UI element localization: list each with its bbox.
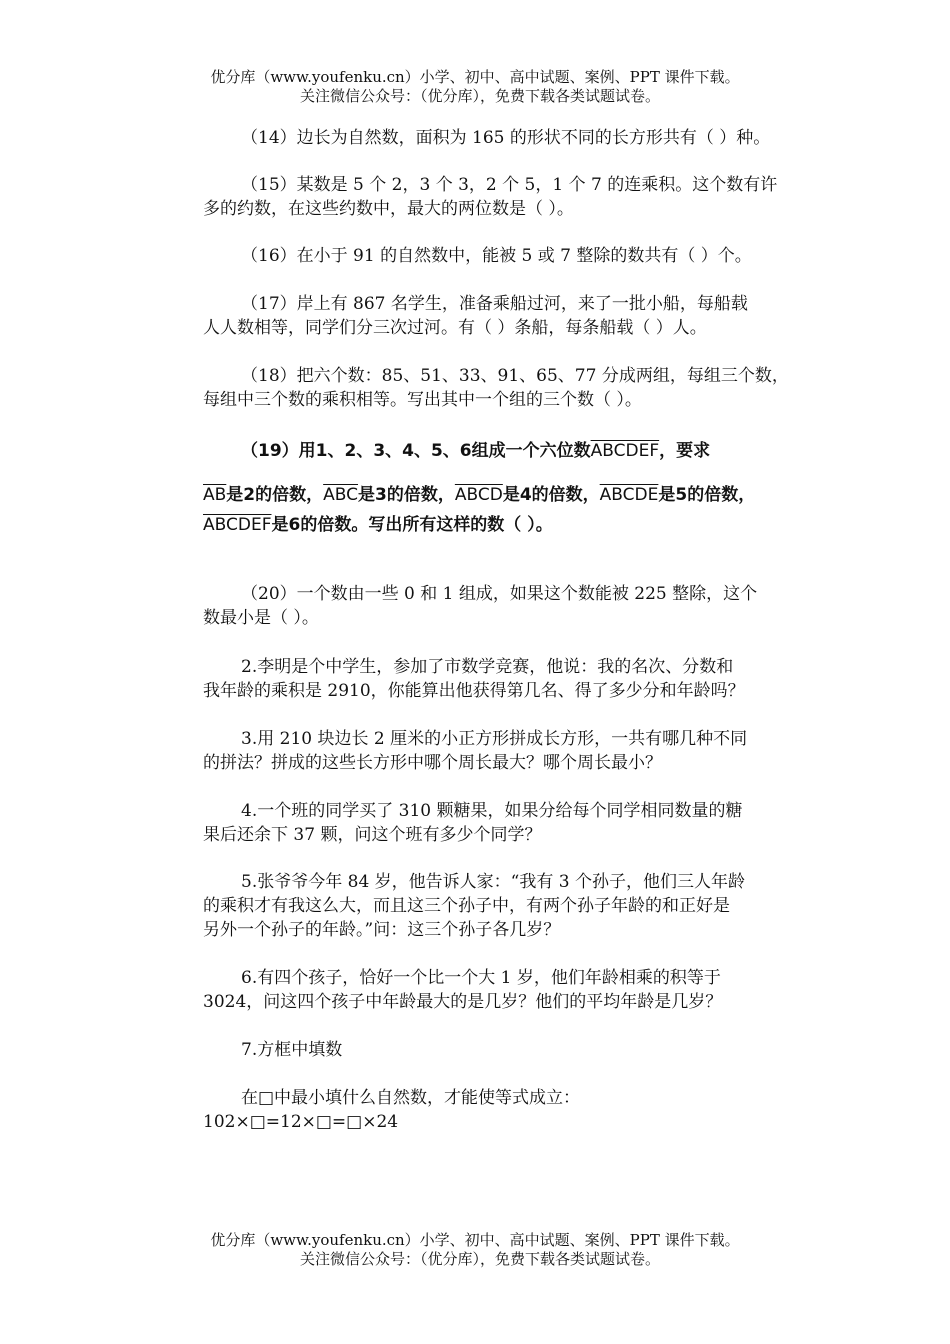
overline-abcd: ABCD [454,485,503,505]
condition-abcde: 是5的倍数， [658,485,756,505]
problem-3-line-1: 3.用 210 块边长 2 厘米的小正方形拼成长方形，一共有哪几种不同 [241,729,748,749]
question-18-line-2: 每组中三个数的乘积相等。写出其中一个组的三个数（ ）。 [203,390,642,410]
problem-5-line-1: 5.张爷爷今年 84 岁，他告诉人家：“我有 3 个孙子，他们三人年龄 [241,872,745,892]
question-19-line-2 [203,482,818,508]
header-line-2: 关注微信公众号：（优分库），免费下载各类试题试卷。 [299,87,660,105]
footer-line-1: 优分库（www.youfenku.cn）小学、初中、高中试题、案例、PPT 课件下载。 [210,1231,740,1249]
question-20 [203,582,818,630]
page-header [0,68,950,106]
overline-abcdef: ABCDEF [590,441,660,461]
condition-abcd: 是4的倍数， [502,485,600,505]
question-15 [203,173,818,221]
question-19-line-1 [203,438,818,464]
problem-3-line-2: 的拼法？拼成的这些长方形中哪个周长最大？哪个周长最小？ [203,753,662,773]
question-18-line-1: （18）把六个数：85、51、33、91、65、77 分成两组，每组三个数， [241,366,789,386]
overline-abc: $\overline{ABC}$ [323,485,359,505]
condition-abc: 是3的倍数， [358,485,455,505]
condition-abcdef: 是6的倍数。写出所有这样的数（ ）。 [271,515,553,535]
problem-5-line-2: 的乘积才有我这么大，而且这三个孙子中，有两个孙子年龄的和正好是 [203,896,730,916]
question-19-text-tail: ，要求 [659,441,711,461]
question-18 [203,364,818,412]
problem-2-line-2: 我年龄的乘积是 2910，你能算出他获得第几名、得了多少分和年龄吗？ [203,681,745,701]
problem-2-line-1: 2.李明是个中学生，参加了市数学竞赛，他说：我的名次、分数和 [241,657,734,677]
footer-line-2: 关注微信公众号：（优分库），免费下载各类试题试卷。 [299,1250,660,1268]
problem-6-line-1: 6.有四个孩子，恰好一个比一个大 1 岁，他们年龄相乘的积等于 [241,968,721,988]
header-line-1: 优分库（www.youfenku.cn）小学、初中、高中试题、案例、PPT 课件下载。 [210,68,740,86]
problem-4-line-1: 4.一个班的同学买了 310 颗糖果，如果分给每个同学相同数量的糖 [241,801,743,821]
overline-ab: $\overline{AB}$ [203,485,227,505]
problem-7-title: 7.方框中填数 [241,1040,343,1060]
problem-6 [203,966,818,1014]
problem-3 [203,727,818,775]
question-14: （14）边长为自然数，面积为 165 的形状不同的长方形共有（ ）种。 [241,128,771,148]
question-16: （16）在小于 91 的自然数中，能被 5 或 7 整除的数共有（ ）个。 [241,246,752,266]
question-20-line-2: 数最小是（ ）。 [203,608,319,628]
question-20-line-1: （20）一个数由一些 0 和 1 组成，如果这个数能被 225 整除，这个 [241,584,758,604]
problem-4-line-2: 果后还余下 37 颗，问这个班有多少个同学？ [203,825,542,845]
problem-2 [203,655,818,703]
overline-abcde: ABCDE [599,485,659,505]
question-17-line-2: 人人数相等，同学们分三次过河。有（ ）条船，每条船载（ ）人。 [203,318,707,338]
question-17-line-1: （17）岸上有 867 名学生，准备乘船过河，来了一批小船，每船载 [241,294,748,314]
condition-ab: 是2的倍数， [226,485,324,505]
question-15-line-1: （15）某数是 5 个 2，3 个 3，2 个 5，1 个 7 的连乘积。这个数有许 [241,175,778,195]
overline-abcdef-2: ABCDEF [203,515,272,535]
problem-6-line-2: 3024，问这四个孩子中年龄最大的是几岁？他们的平均年龄是几岁？ [203,992,723,1012]
question-15-line-2: 多的约数，在这些约数中，最大的两位数是（ ）。 [203,199,574,219]
page-footer [0,1231,950,1269]
problem-5 [203,870,818,942]
problem-5-line-3: 另外一个孙子的年龄。”问：这三个孙子各几岁？ [203,920,561,940]
question-19-text: （19）用1、2、3、4、5、6组成一个六位数 [241,441,591,461]
question-19 [203,438,818,538]
problem-4 [203,799,818,847]
question-17 [203,292,818,340]
problem-7-body [203,1086,818,1134]
question-19-line-3 [203,512,818,538]
problem-7-line-1: 在□中最小填什么自然数，才能使等式成立： [241,1088,581,1108]
problem-7-equation: 102×□=12×□=□×24 [203,1112,399,1132]
